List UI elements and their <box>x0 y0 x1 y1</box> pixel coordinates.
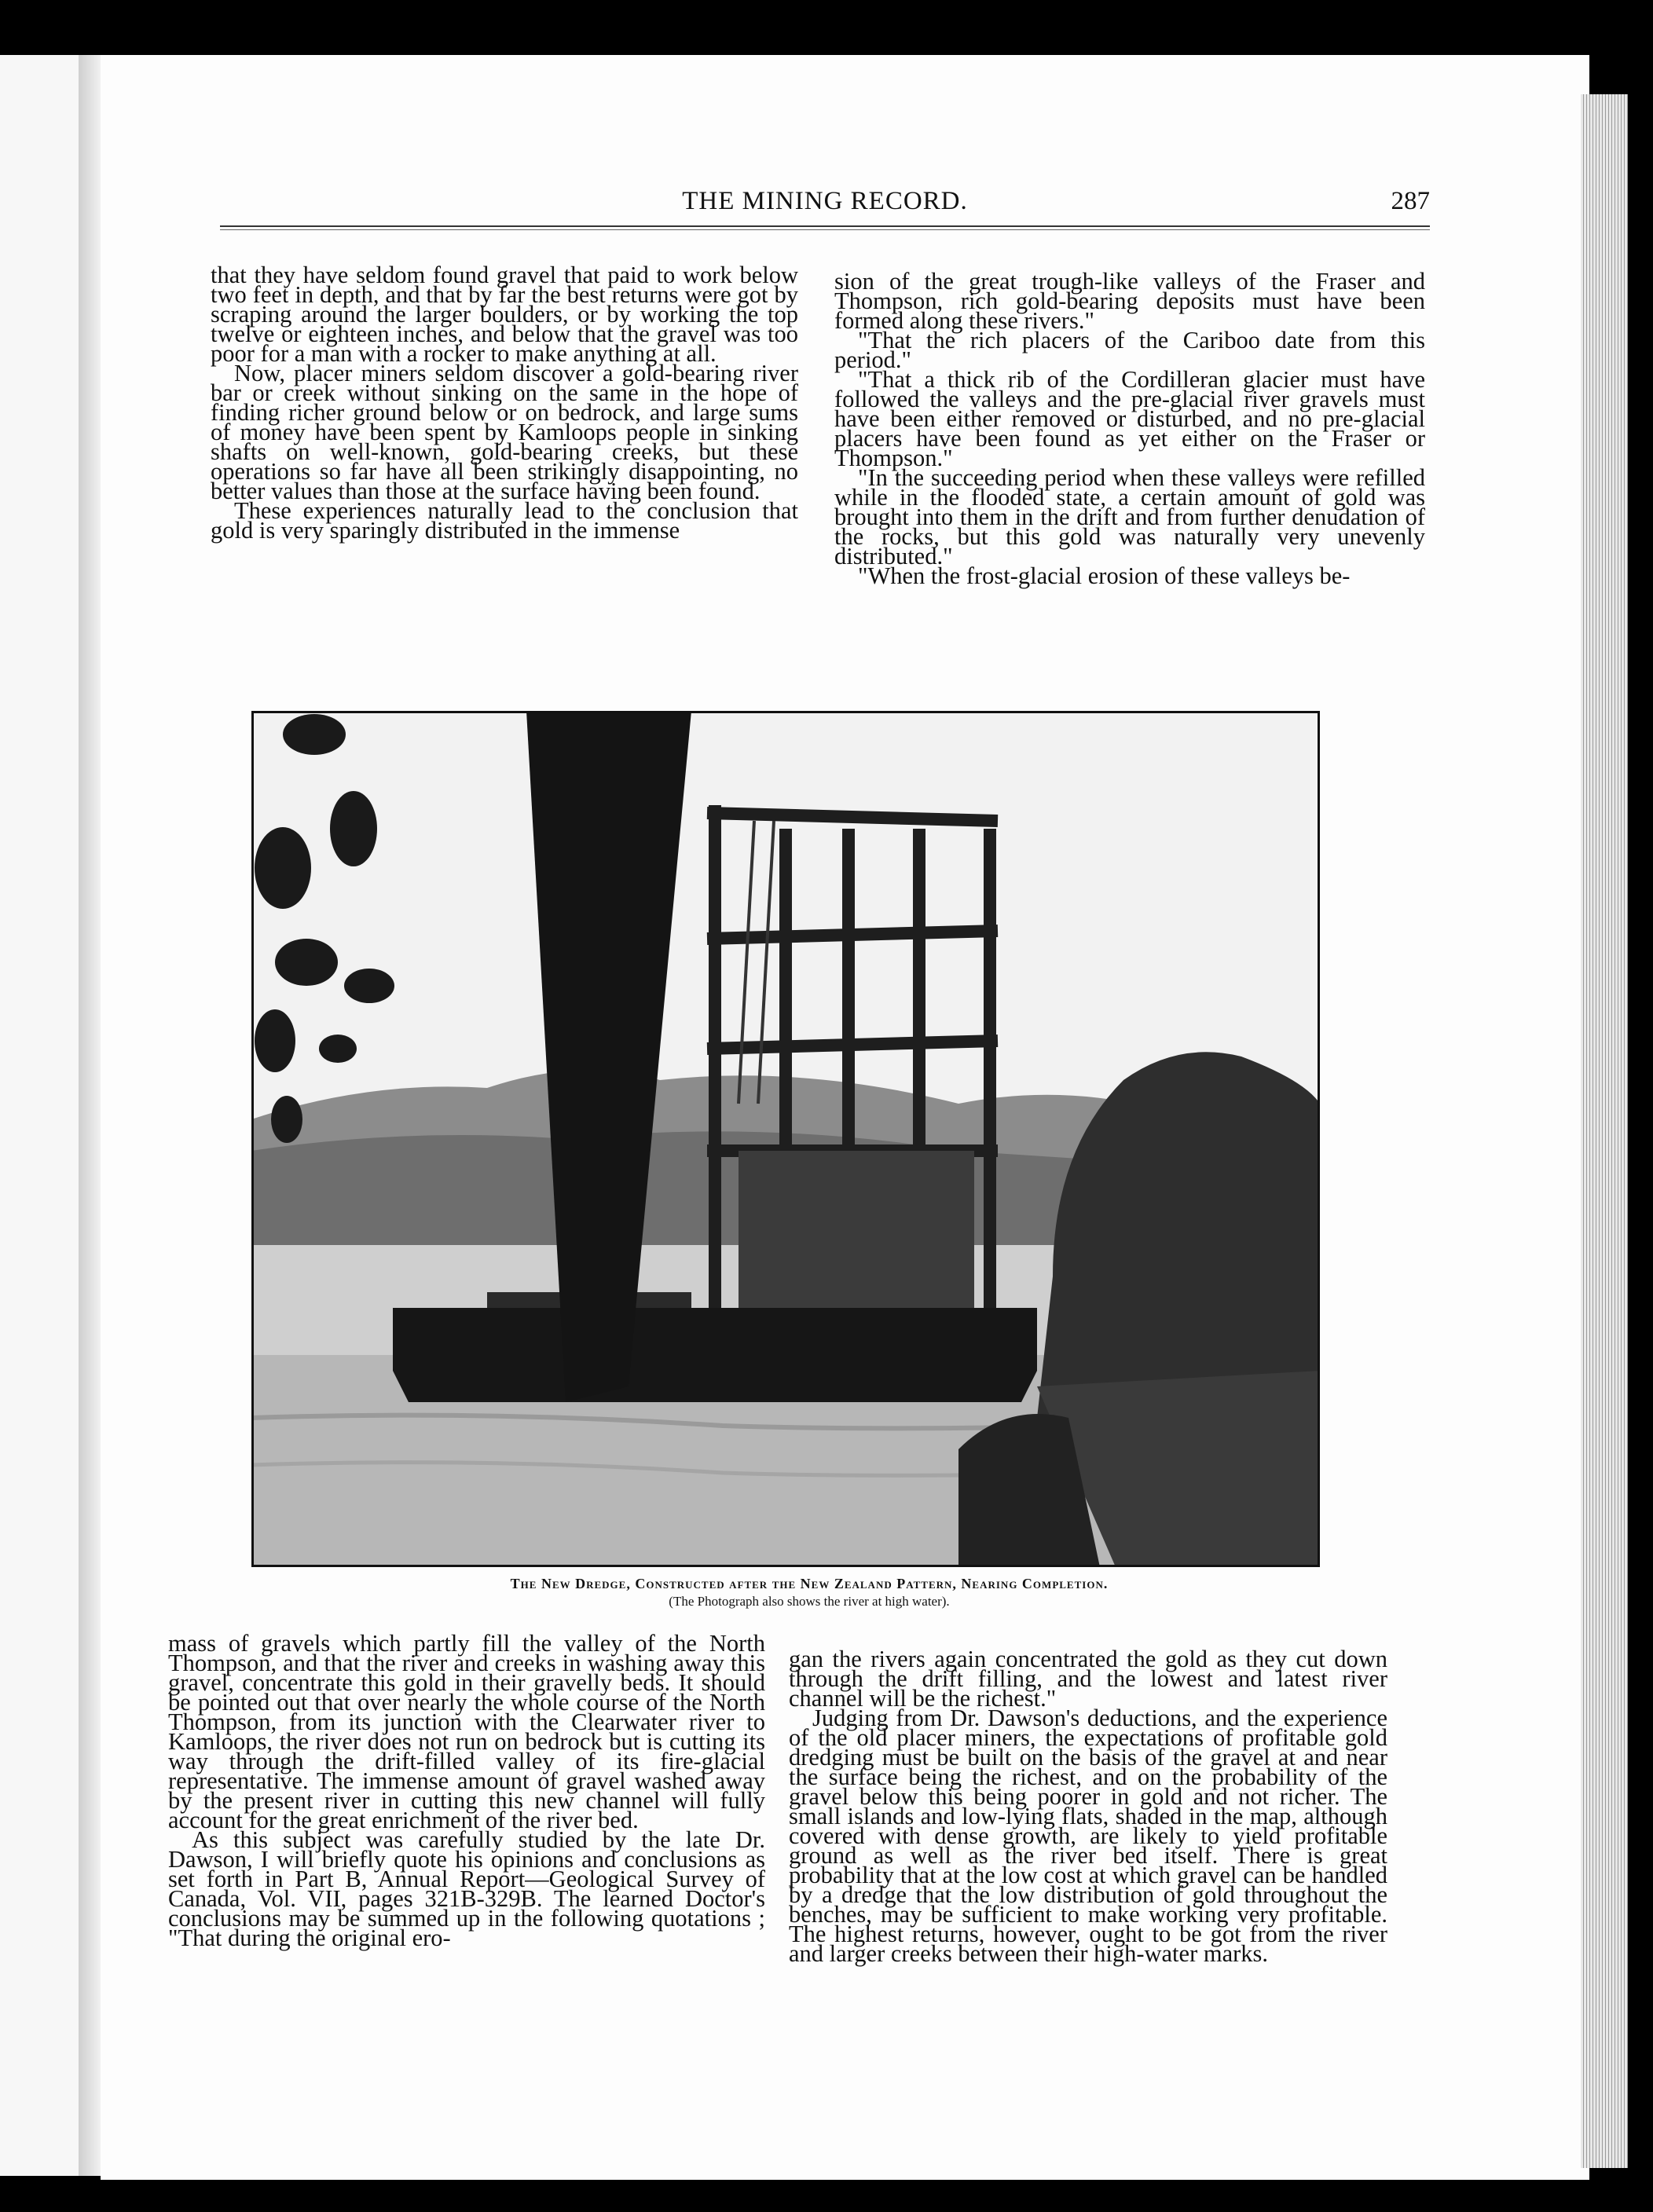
header-rule <box>220 225 1430 227</box>
bottom-right-column <box>789 1646 1387 1967</box>
paragraph: As this subject was carefully studied by the late Dr. Dawson, I will briefly quote his opinions and conclusions as set forth in Part B, Annual Report—Geological Survey of Canada, Vol. VII, pages 321B-329B. The learned Doctor's conclusions may be summed up in the following quotations ; "That during the original ero- <box>168 1826 765 1951</box>
header-rule-thin <box>220 229 1430 230</box>
paragraph: "In the succeeding period when these valleys were refilled while in the flooded state, a certain amount of gold was brought into them in the drift and from further denudation of the rocks, but this gold was naturally very unevenly distributed." <box>834 464 1425 569</box>
paragraph: sion of the great trough-like valleys of the Fraser and Thompson, rich gold-bearing deposits must have been formed along these rivers." <box>834 268 1425 334</box>
paragraph: gan the rivers again concentrated the gold as they cut down through the drift filling, and the lowest and latest river channel will be the richest." <box>789 1646 1387 1712</box>
paragraph: "When the frost-glacial erosion of these valleys be- <box>858 562 1351 589</box>
page-header <box>220 187 1430 226</box>
paragraph: These experiences naturally lead to the conclusion that gold is very sparingly distributed in the immense <box>211 497 798 544</box>
running-title: THE MINING RECORD. <box>682 187 968 215</box>
caption-note: (The Photograph also shows the river at high water). <box>669 1594 950 1609</box>
paragraph: "That a thick rib of the Cordilleran glacier must have followed the valleys and the pre-glacial river gravels must have been either removed or disturbed, and no pre-glacial placers have been found as yet either on the Fraser or Thompson." <box>834 366 1425 471</box>
paragraph: that they have seldom found gravel that paid to work below two feet in depth, and that by far the best returns were got by scraping around the larger boulders, or by working the top twelve or eighteen inches, and below that the gravel was too poor for a man with a rocker to make anything at all. <box>211 262 798 367</box>
paragraph: Judging from Dr. Dawson's deductions, and the experience of the old placer miners, the expectations of profitable gold dredging must be built on the basis of the gravel at and near the surface being the richest, and on the probability of the gravel below this being poorer in gold and not richer. The small islands and low-lying flats, shaded in the map, although covered with dense growth, are likely to yield profitable ground as well as the river bed itself. There is great probability that at the low cost at which gravel can be handled by a dredge that the low distribution of gold throughout the benches, may be sufficient to make working very profitable. The highest returns, however, ought to be got from the river and larger creeks between their high-water marks. <box>789 1705 1387 1967</box>
page-number: 287 <box>1391 187 1430 215</box>
page-stack-edge <box>1581 94 1628 2168</box>
paragraph: mass of gravels which partly fill the valley of the North Thompson, and that the river and creeks in washing away this gravel, concentrate this gold in their gravelly beds. It should be pointed out that over nearly the whole course of the North Thompson, from its junction with the Clearwater river to Kamloops, the river does not run on bedrock but is cutting its way through the drift-filled valley of its fire-glacial representative. The immense amount of gravel washed away by the present river in cutting this new channel will fully account for the great enrichment of the river bed. <box>168 1630 765 1833</box>
paragraph: Now, placer miners seldom discover a gold-bearing river bar or creek without sinking on the same in the hope of finding richer ground below or on bedrock, and large sums of money have been spent by Kamloops people in sinking shafts on well-known, gold-bearing creeks, but these operations so far have all been strikingly disappointing, no better values than those at the surface having been found. <box>211 360 798 504</box>
caption-title: The New Dredge, Constructed after the New Zealand Pattern, Nearing Completion. <box>510 1576 1109 1591</box>
top-right-column <box>834 268 1425 589</box>
figure-caption <box>338 1576 1281 1610</box>
bottom-left-column <box>168 1630 765 1951</box>
paragraph: "That the rich placers of the Cariboo date from this period." <box>834 327 1425 373</box>
dredge-photograph <box>251 711 1320 1567</box>
top-left-column <box>211 262 798 544</box>
